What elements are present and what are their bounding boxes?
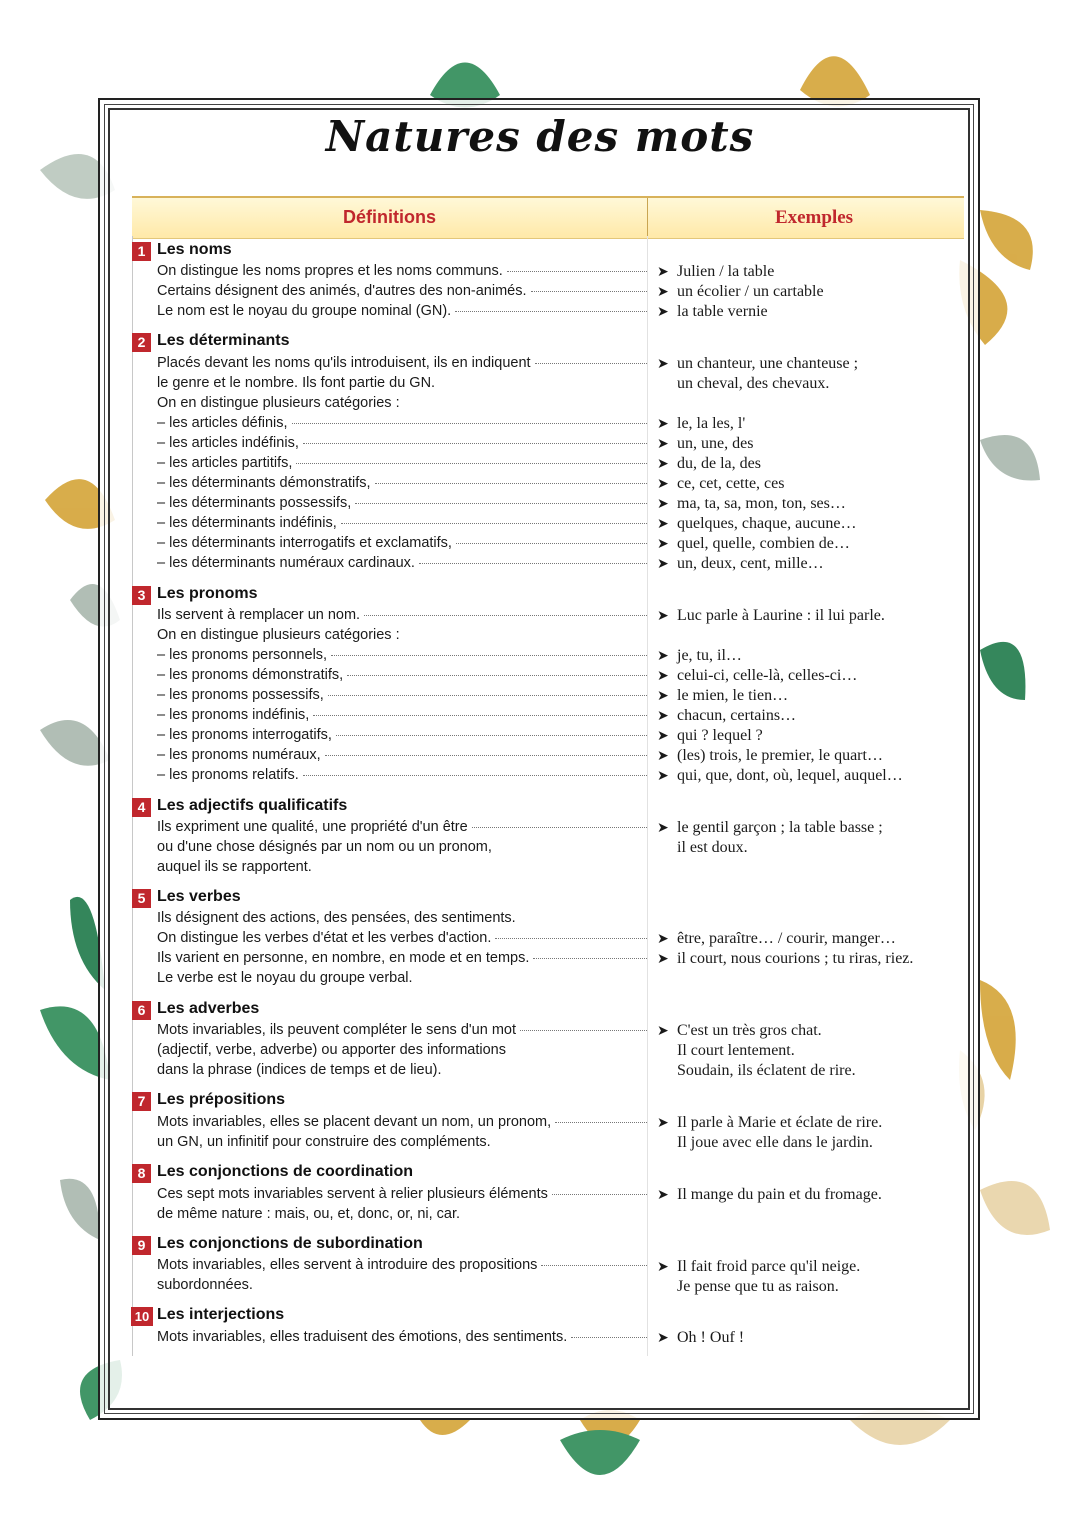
definition-line: – les articles partitifs,	[157, 455, 647, 475]
example-line: ➤ un chanteur, une chanteuse ;	[657, 355, 859, 372]
definition-line: – les déterminants démonstratifs,	[157, 475, 647, 495]
section-number: 5	[132, 889, 151, 908]
definition-line: On en distingue plusieurs catégories :	[157, 395, 400, 411]
definition-line: de même nature : mais, ou, et, donc, or, ni, car.	[157, 1206, 461, 1222]
section-number: 2	[132, 333, 151, 352]
definition-line: ou d'une chose désignés par un nom ou un pronom,	[157, 839, 492, 855]
example-line: ➤ je, tu, il…	[657, 647, 742, 664]
section-number: 4	[132, 798, 151, 817]
section-title: Les interjections	[157, 1306, 285, 1323]
page-title: Natures des mots	[325, 112, 755, 161]
example-line: ➤ la table vernie	[657, 303, 768, 320]
definition-line: – les pronoms personnels,	[157, 647, 647, 667]
example-line: ➤ ma, ta, sa, mon, ton, ses…	[657, 495, 846, 512]
definition-line: Mots invariables, elles traduisent des émotions, des sentiments.	[157, 1329, 647, 1349]
left-rule	[132, 236, 133, 1356]
header-divider	[647, 198, 648, 238]
definition-line: – les articles indéfinis,	[157, 435, 647, 455]
definition-line: – les déterminants numéraux cardinaux.	[157, 555, 647, 575]
leaf-decoration	[980, 642, 1025, 700]
leaf-decoration	[980, 435, 1040, 481]
definition-line: subordonnées.	[157, 1277, 253, 1293]
example-line: ➤ il court, nous courions ; tu riras, riez.	[657, 950, 914, 967]
definition-line: – les déterminants indéfinis,	[157, 515, 647, 535]
definition-line: On distingue les verbes d'état et les verbes d'action.	[157, 930, 647, 950]
example-line: il est doux.	[677, 839, 748, 856]
definition-line: Ces sept mots invariables servent à relier plusieurs éléments	[157, 1186, 647, 1206]
table-header	[132, 196, 964, 239]
example-line: ➤ être, paraître… / courir, manger…	[657, 930, 896, 947]
example-line: ➤ (les) trois, le premier, le quart…	[657, 747, 883, 764]
section-number: 3	[132, 586, 151, 605]
definition-line: On en distingue plusieurs catégories :	[157, 627, 400, 643]
example-line: ➤ qui ? lequel ?	[657, 727, 763, 744]
section-number: 9	[132, 1236, 151, 1255]
definition-line: – les pronoms numéraux,	[157, 747, 647, 767]
example-line: Il court lentement.	[677, 1042, 795, 1059]
section-title: Les adverbes	[157, 1000, 260, 1017]
section-title: Les déterminants	[157, 332, 290, 349]
example-line: ➤ le, la les, l'	[657, 415, 746, 432]
definition-line: auquel ils se rapportent.	[157, 859, 312, 875]
definition-line: le genre et le nombre. Ils font partie du GN.	[157, 375, 436, 391]
example-line: ➤ le gentil garçon ; la table basse ;	[657, 819, 883, 836]
section-title: Les noms	[157, 241, 232, 258]
example-line: ➤ quel, quelle, combien de…	[657, 535, 850, 552]
section-number: 1	[132, 242, 151, 261]
definition-line: – les articles définis,	[157, 415, 647, 435]
example-line: ➤ Luc parle à Laurine : il lui parle.	[657, 607, 885, 624]
definition-line: Ils expriment une qualité, une propriété d'un être	[157, 819, 647, 839]
example-line: ➤ le mien, le tien…	[657, 687, 789, 704]
section-number: 10	[131, 1307, 153, 1326]
definition-line: – les déterminants interrogatifs et exclamatifs,	[157, 535, 647, 555]
definition-line: un GN, un infinitif pour construire des compléments.	[157, 1134, 491, 1150]
example-line: ➤ Il parle à Marie et éclate de rire.	[657, 1114, 883, 1131]
example-line: ➤ du, de la, des	[657, 455, 761, 472]
example-line: ➤ Il mange du pain et du fromage.	[657, 1186, 882, 1203]
definition-line: Le verbe est le noyau du groupe verbal.	[157, 970, 413, 986]
example-line: ➤ C'est un très gros chat.	[657, 1022, 822, 1039]
example-line: Je pense que tu as raison.	[677, 1278, 839, 1295]
definition-line: Mots invariables, elles servent à introduire des propositions	[157, 1257, 647, 1277]
section-number: 7	[132, 1092, 151, 1111]
example-line: Il joue avec elle dans le jardin.	[677, 1134, 873, 1151]
section-title: Les verbes	[157, 888, 241, 905]
example-line: ➤ un écolier / un cartable	[657, 283, 824, 300]
example-line: Soudain, ils éclatent de rire.	[677, 1062, 856, 1079]
section-title: Les prépositions	[157, 1091, 286, 1108]
section-title: Les conjonctions de coordination	[157, 1163, 414, 1180]
definition-line: On distingue les noms propres et les noms communs.	[157, 263, 647, 283]
example-line: ➤ Il fait froid parce qu'il neige.	[657, 1258, 861, 1275]
definition-line: – les pronoms possessifs,	[157, 687, 647, 707]
example-line: un cheval, des chevaux.	[677, 375, 830, 392]
definition-line: Ils servent à remplacer un nom.	[157, 607, 647, 627]
example-line: ➤ quelques, chaque, aucune…	[657, 515, 857, 532]
section-title: Les adjectifs qualificatifs	[157, 797, 348, 814]
leaf-decoration	[60, 1179, 100, 1240]
leaf-decoration	[980, 980, 1016, 1080]
definition-line: dans la phrase (indices de temps et de lieu).	[157, 1062, 442, 1078]
definition-line: Mots invariables, elles se placent devant un nom, un pronom,	[157, 1114, 647, 1134]
definition-line: Ils désignent des actions, des pensées, des sentiments.	[157, 910, 516, 926]
exemples-header: Exemples	[774, 207, 854, 228]
definition-line: – les pronoms interrogatifs,	[157, 727, 647, 747]
definition-line: Le nom est le noyau du groupe nominal (GN).	[157, 303, 647, 323]
definition-line: – les déterminants possessifs,	[157, 495, 647, 515]
example-line: ➤ un, une, des	[657, 435, 754, 452]
definition-line: Certains désignent des animés, d'autres des non-animés.	[157, 283, 647, 303]
leaf-decoration	[560, 1430, 640, 1475]
definition-line: Ils varient en personne, en nombre, en mode et en temps.	[157, 950, 647, 970]
section-number: 6	[132, 1001, 151, 1020]
leaf-decoration	[980, 1181, 1050, 1235]
definition-line: Placés devant les noms qu'ils introduisent, ils en indiquent	[157, 355, 647, 375]
definition-line: (adjectif, verbe, adverbe) ou apporter des informations	[157, 1042, 506, 1058]
leaf-decoration	[420, 1420, 470, 1435]
example-line: ➤ qui, que, dont, où, lequel, auquel…	[657, 767, 903, 784]
example-line: ➤ Julien / la table	[657, 263, 775, 280]
section-title: Les conjonctions de subordination	[157, 1235, 423, 1252]
section-title: Les pronoms	[157, 585, 258, 602]
example-line: ➤ Oh ! Ouf !	[657, 1329, 745, 1346]
example-line: ➤ ce, cet, cette, ces	[657, 475, 785, 492]
section-number: 8	[132, 1164, 151, 1183]
example-line: ➤ celui-ci, celle-là, celles-ci…	[657, 667, 858, 684]
definition-line: – les pronoms indéfinis,	[157, 707, 647, 727]
definition-line: – les pronoms démonstratifs,	[157, 667, 647, 687]
definition-line: – les pronoms relatifs.	[157, 767, 647, 787]
leaf-decoration	[980, 210, 1033, 270]
definition-line: Mots invariables, ils peuvent compléter le sens d'un mot	[157, 1022, 647, 1042]
definitions-header: Définitions	[343, 207, 436, 227]
example-line: ➤ chacun, certains…	[657, 707, 797, 724]
column-divider	[647, 236, 648, 1356]
example-line: ➤ un, deux, cent, mille…	[657, 555, 824, 572]
